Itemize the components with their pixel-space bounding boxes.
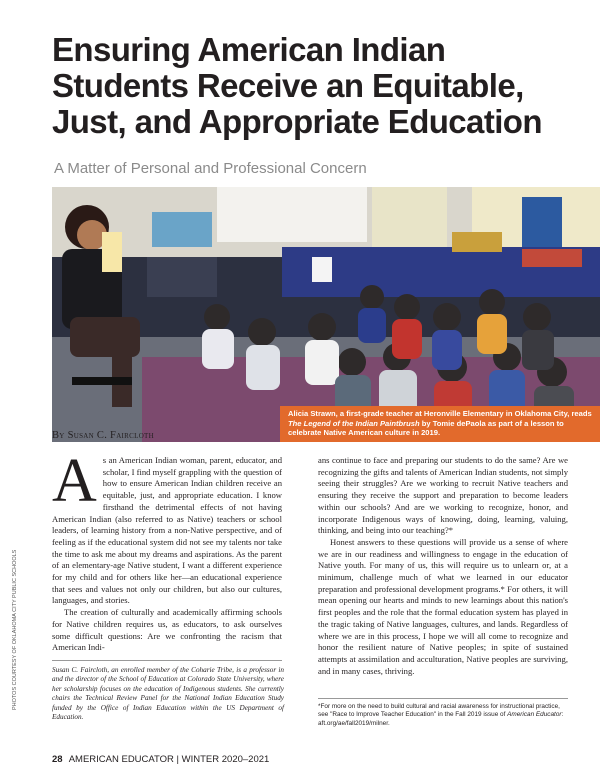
page-footer: [52, 754, 269, 765]
photo-credit: [12, 549, 22, 710]
page-number: 28: [52, 754, 63, 765]
paragraph-1: [52, 447, 282, 607]
caption-text-end: by Tomie dePaola as part of a lesson to celebrate Native American culture in 2019.: [288, 418, 564, 438]
classroom-photo-illustration: [52, 187, 600, 442]
body-column-right: [318, 455, 568, 677]
footnote-divider: [318, 698, 568, 699]
footnote-text-end: : aft.org/ae/fall2019/milner.: [318, 711, 564, 727]
bio-divider: [52, 660, 282, 661]
author-bio: Susan C. Faircloth, an enrolled member of the Coharie Tribe, is a professor in and the director of the School of Education at Colorado State University, where her scholarship focuses on the education of Indigenous students. She currently chairs the Technical Review Panel for the National Indian Education Study funded by the Office of Indian Education within the US Department of Education.: [52, 666, 284, 722]
byline: By Susan C. Faircloth: [52, 430, 154, 441]
footnote-text-start: *For more on the need to build cultural and racial awareness for instructional practice, see "Race to Improve Teacher Education" in the Fall 2019 issue of: [318, 703, 560, 719]
body-column-left: [52, 447, 282, 654]
paragraph-3: ans continue to face and preparing our students to do the same? Are we recognizing the gifts and talents of American Indian students, not simply seeing their struggles? Are we working to recruit Native teachers and ensuring they receive the support and preparation to become leaders within our schools? And are we working to recognize, honor, and incorporate Indigenous ways of knowing, doing, learning, valuing, thinking, and being into our teaching?*: [318, 455, 568, 536]
title-line-2: Students Receive an Equitable,: [52, 67, 524, 104]
article-subtitle: A Matter of Personal and Professional Concern: [54, 160, 367, 177]
drop-cap: A: [52, 447, 97, 515]
paragraph-2: The creation of culturally and academically affirming schools for Native children requires us, as educators, to ask ourselves some difficult questions: Are we confronting the racism that American Indi-: [52, 607, 282, 653]
title-line-3: Just, and Appropriate Education: [52, 103, 542, 140]
paragraph-4: Honest answers to these questions will provide us a sense of where we are in our readiness and willingness to engage in the education of Native youth. For many of us, this will require us to unlearn or, at a minimum, challenge much of what we learned in our educator preparation and professional development programs.* For others, it will mean opening our hearts and minds to new learnings about this nation's first peoples and the role that the formal education system has played in the tragic taking of Native languages, cultures, and lands. Regardless of where we are in this process, I hope we will all come to recognize and honor the resilient nature of Native peoples; in spite of sustained attempts at assimilation and acculturation, Native peoples are surviving, and in many cases, thriving.: [318, 536, 568, 676]
photo-caption: [280, 406, 600, 442]
footnote: [318, 703, 568, 728]
article-title: [52, 32, 572, 140]
caption-book-title: The Legend of the Indian Paintbrush: [288, 418, 420, 428]
photo-credit-text: PHOTOS COURTESY OF OKLAHOMA CITY PUBLIC SCHOOLS: [12, 549, 18, 710]
paragraph-1-text: s an American Indian woman, parent, educator, and scholar, I find myself grappling with the question of how to ensure American Indian children receive an equitable, just, and appropriate education. I know firsthand the detrimental effects of not having American Indian (also referred to as Native) teachers or school leaders, of learning history from a non-Native perspective, and of feeling as if the educational system did not see my talents nor take the time to ask me about my dreams and aspirations. As the parent of an elementary-age Native student, I want a different experience for my child and for others like her—an educational experience that sees and values not only our children, but also our cultures, languages, and stories.: [52, 455, 282, 606]
classroom-photo: [52, 187, 600, 442]
title-line-1: Ensuring American Indian: [52, 31, 446, 68]
footnote-journal: American Educator: [507, 711, 562, 719]
publication-line: AMERICAN EDUCATOR | WINTER 2020–2021: [68, 754, 270, 765]
caption-text-start: Alicia Strawn, a first-grade teacher at Heronville Elementary in Oklahoma City, reads: [288, 409, 592, 418]
